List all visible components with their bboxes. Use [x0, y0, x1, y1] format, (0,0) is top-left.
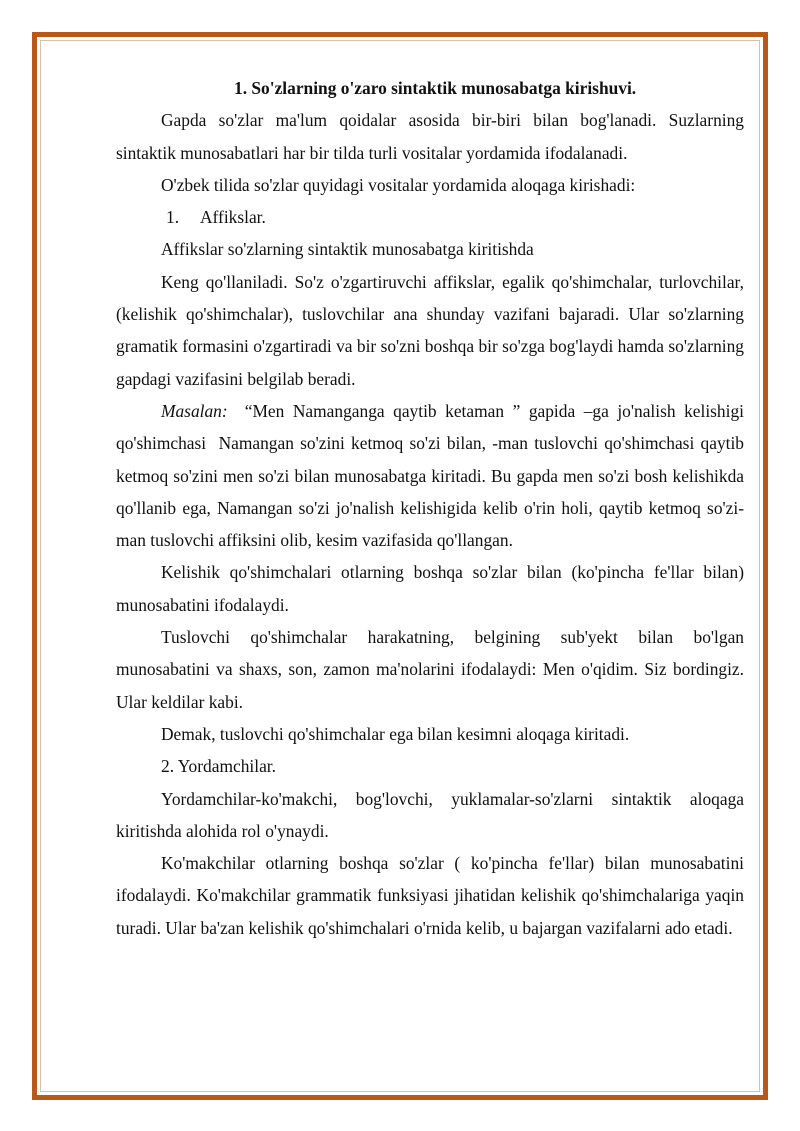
paragraph: Ko'makchilar otlarning boshqa so'zlar ( ko'pincha fe'llar) bilan munosabatini ifodalaydi. Ko'makchilar grammatik funksiyasi jihatidan kelishik qo'shimchalariga yaqin turadi. Ular ba'zan kelishik qo'shimchalari o'rnida kelib, u bajargan vazifalarni ado etadi. [116, 853, 744, 938]
paragraph: Gapda so'zlar ma'lum qoidalar asosida bir-biri bilan bog'lanadi. Suzlarning sintaktik munosabatlari har bir tilda turli vositalar yordamida ifodalanadi. [116, 110, 744, 163]
paragraph: Kelishik qo'shimchalari otlarning boshqa so'zlar bilan (ko'pincha fe'llar bilan) munosabatini ifodalaydi. [116, 562, 744, 615]
example-label: Masalan: [161, 400, 228, 421]
paragraph: Demak, tuslovchi qo'shimchalar ega bilan kesimni aloqaga kiritadi. [161, 723, 630, 744]
list-number: 1. [166, 207, 180, 228]
paragraph: Keng qo'llaniladi. So'z o'zgartiruvchi affikslar, egalik qo'shimchalar, turlovchilar, (kelishik qo'shimchalar), tuslovchilar ana shunday vazifani bajaradi. Ular so'zlarning gramatik formasini o'zgartiradi va bir so'zni boshqa bir so'zga bog'laydi hamda so'zlarning gapdagi vazifasini belgilab beradi. [116, 271, 744, 389]
paragraph: O'zbek tilida so'zlar quyidagi vositalar yordamida aloqaga kirishadi: [161, 174, 636, 195]
document-body [116, 72, 749, 944]
section-title: 1. So'zlarning o'zaro sintaktik munosabatga kirishuvi. [234, 78, 637, 98]
example-text: “Men Namanganga qaytib ketaman ” gapida –ga jo'nalish kelishigi qo'shimchasi Namangan so'zini ketmoq so'zi bilan, -man tuslovchi qo'shimchasi qaytib ketmoq so'zini men so'zi bilan munosabatga kiritadi. Bu gapda men so'zi bosh kelishikda qo'llanib ega, Namangan so'zi jo'nalish kelishigida kelib o'rin holi, qaytib ketmoq so'zi-man tuslovchi affiksini olib, kesim vazifasida qo'llangan. [116, 400, 749, 551]
list-item [116, 201, 744, 233]
paragraph [116, 395, 749, 556]
paragraph: Affikslar so'zlarning sintaktik munosabatga kiritishda [161, 239, 534, 260]
list-text: Affikslar. [200, 207, 266, 228]
paragraph: Tuslovchi qo'shimchalar harakatning, belgining sub'yekt bilan bo'lgan munosabatini va shaxs, son, zamon ma'nolarini ifodalaydi: Men o'qidim. Siz bordingiz. Ular keldilar kabi. [116, 627, 744, 712]
subheading: 2. Yordamchilar. [161, 756, 276, 777]
paragraph: Yordamchilar-ko'makchi, bog'lovchi, yuklamalar-so'zlarni sintaktik aloqaga kiritishda alohida rol o'ynaydi. [116, 788, 744, 841]
